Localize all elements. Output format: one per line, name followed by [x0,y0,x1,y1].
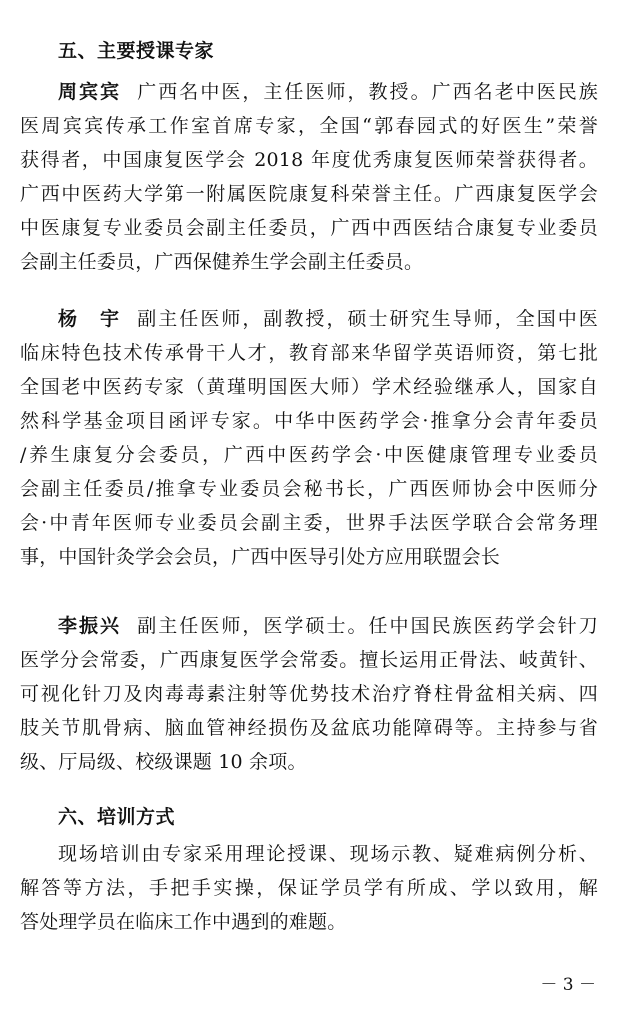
paragraph-line: 现场培训由专家采用理论授课、现场示教、疑难病例分析、 [58,843,598,865]
paragraph-line: 会副主任委员，广西保健养生学会副主任委员。 [20,251,424,273]
paragraph-line: 杨 宇 副主任医师，副教授，硕士研究生导师，全国中医 [58,308,598,330]
paragraph-line: 会副主任委员/推拿专业委员会秘书长，广西医师协会中医师分 [20,478,598,500]
paragraph-line: 临床特色技术传承骨干人才，教育部来华留学英语师资，第七批 [20,342,598,364]
expert-name: 李振兴 [58,615,122,637]
paragraph-line: 获得者，中国康复医学会 2018 年度优秀康复医师荣誉获得者。 [20,149,598,171]
section-heading-training: 六、培训方式 [58,806,176,828]
section-heading-experts: 五、主要授课专家 [58,40,215,62]
paragraph-line: 事，中国针灸学会会员，广西中医导引处方应用联盟会长 [20,546,501,568]
page-number: － 3 － [540,975,596,995]
paragraph-line: 会·中青年医师专业委员会副主委，世界手法医学联合会常务理 [20,512,598,534]
paragraph-line: 可视化针刀及肉毒毒素注射等优势技术治疗脊柱骨盆相关病、四 [20,683,598,705]
paragraph-line: 中医康复专业委员会副主任委员，广西中西医结合康复专业委员 [20,217,598,239]
paragraph-line: 李振兴 副主任医师，医学硕士。任中国民族医药学会针刀 [58,615,598,637]
paragraph-line: 解答等方法，手把手实操，保证学员学有所成、学以致用，解 [20,877,598,899]
paragraph-line: 医周宾宾传承工作室首席专家，全国“郭春园式的好医生”荣誉 [20,115,598,137]
paragraph-line: 医学分会常委，广西康复医学会常委。擅长运用正骨法、岐黄针、 [20,649,598,671]
paragraph-line: 广西中医药大学第一附属医院康复科荣誉主任。广西康复医学会 [20,183,598,205]
paragraph-line: 全国老中医药专家（黄瑾明国医大师）学术经验继承人，国家自 [20,376,598,398]
paragraph-line: /养生康复分会委员，广西中医药学会·中医健康管理专业委员 [20,444,598,466]
expert-name: 杨 宇 [58,308,122,330]
paragraph-line: 答处理学员在临床工作中遇到的难题。 [20,911,347,933]
paragraph-line: 级、厅局级、校级课题 10 余项。 [20,751,307,773]
paragraph-line: 然科学基金项目函评专家。中华中医药学会·推拿分会青年委员 [20,410,598,432]
paragraph-line: 肢关节肌骨病、脑血管神经损伤及盆底功能障碍等。主持参与省 [20,717,598,739]
expert-name: 周宾宾 [58,81,122,103]
paragraph-line: 周宾宾 广西名中医，主任医师，教授。广西名老中医民族 [58,81,598,103]
